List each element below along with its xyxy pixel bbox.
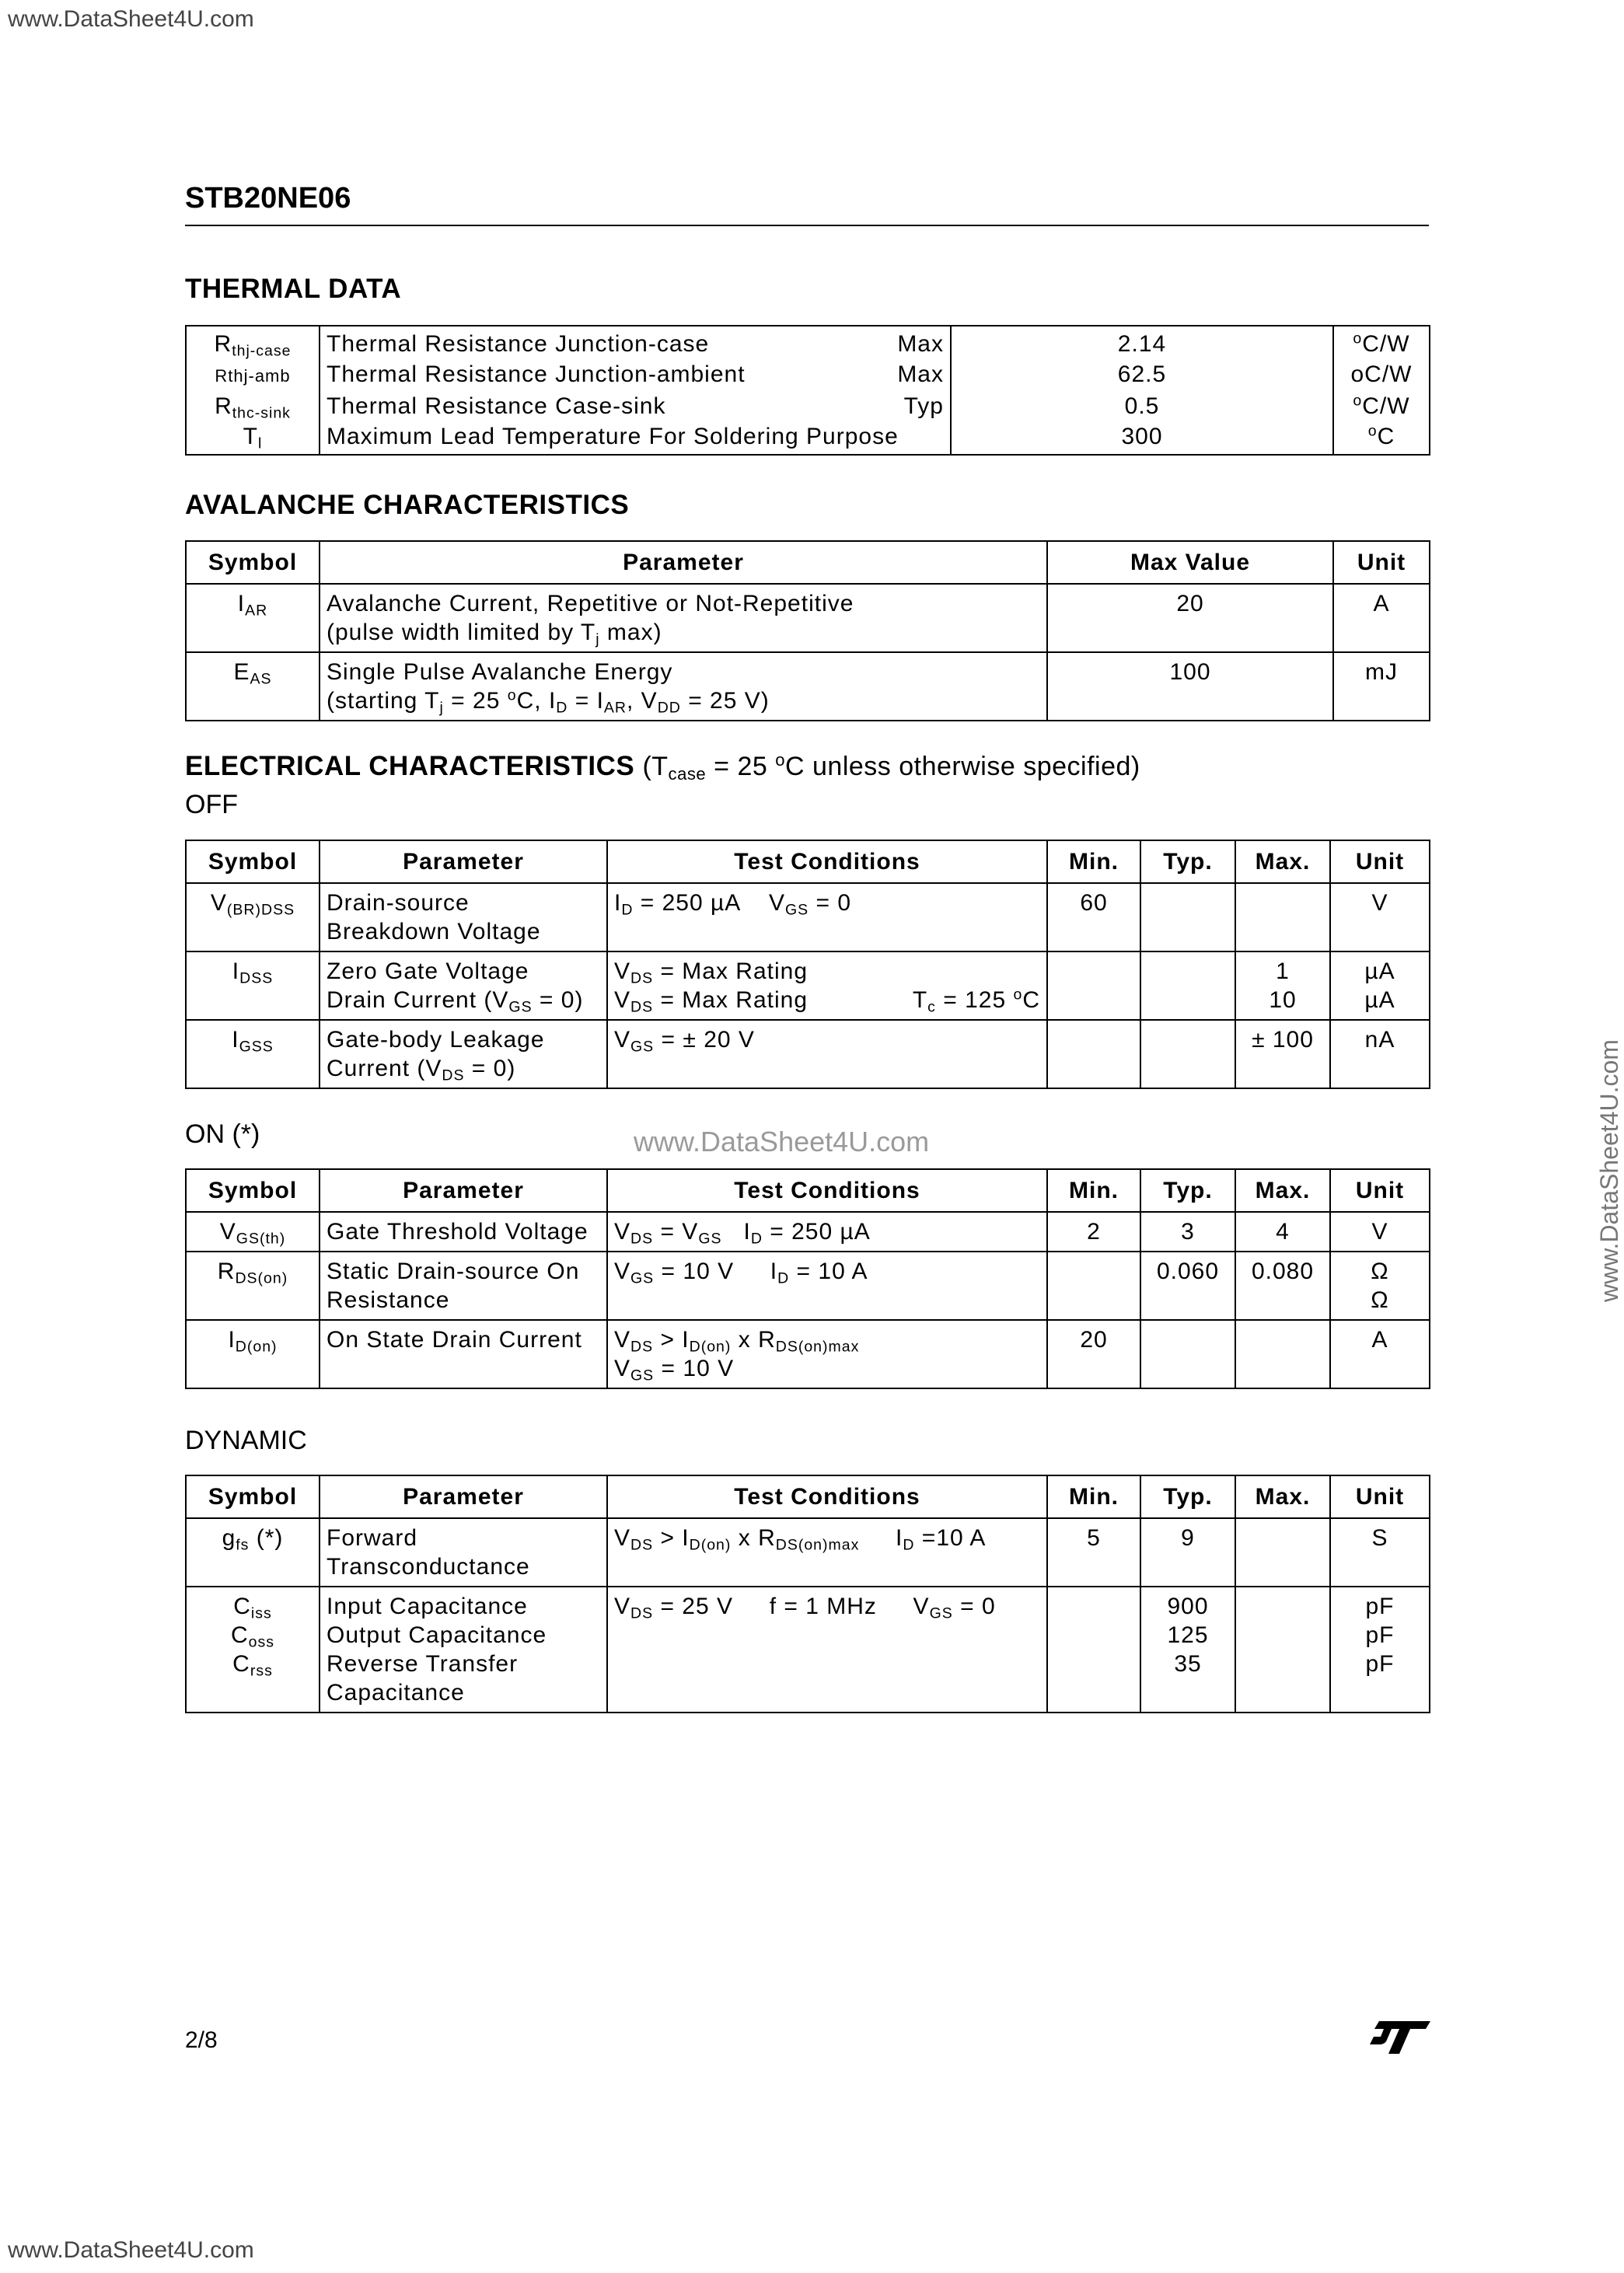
- header-row: [186, 840, 1430, 883]
- col-symbol: Symbol: [186, 1475, 320, 1518]
- test-conditions-cell: $V_{DS} = 25$ V f = 1 MHz $V_{GS} = 0$: [607, 1587, 1047, 1713]
- symbol-cell: $E_{AS}$: [186, 652, 320, 721]
- unit-cell: $^o$C/W: [1333, 390, 1430, 421]
- typ-cell: [1140, 1320, 1235, 1388]
- max-cell: 4: [1235, 1212, 1330, 1252]
- value-cell: 100: [1047, 652, 1333, 721]
- parameter-cell: Input Capacitance Output Capacitance Reverse Transfer Capacitance: [320, 1587, 607, 1713]
- max-cell: [1235, 1518, 1330, 1587]
- st-logo-icon: [1368, 2018, 1432, 2057]
- typ-cell: 900 125 35: [1140, 1587, 1235, 1713]
- col-unit: Unit: [1330, 1475, 1430, 1518]
- dynamic-table: [185, 1475, 1430, 1713]
- col-typ: Typ.: [1140, 840, 1235, 883]
- test-conditions-cell: $V_{DS} = V_{GS}$ $I_D = 250$ µA: [607, 1212, 1047, 1252]
- table-row: [186, 326, 1430, 358]
- typ-cell: 9: [1140, 1518, 1235, 1587]
- col-test-conditions: Test Conditions: [607, 1475, 1047, 1518]
- col-parameter: Parameter: [320, 840, 607, 883]
- table-row: [186, 421, 1430, 455]
- parameter-cell: On State Drain Current: [320, 1320, 607, 1388]
- col-parameter: Parameter: [320, 1475, 607, 1518]
- part-number-title: STB20NE06: [185, 182, 351, 215]
- parameter-cell: Gate Threshold Voltage: [320, 1212, 607, 1252]
- table-row: [186, 390, 1430, 421]
- min-cell: 20: [1047, 1320, 1140, 1388]
- col-unit: Unit: [1330, 840, 1430, 883]
- thermal-data-heading: THERMAL DATA: [185, 274, 402, 304]
- unit-cell: A: [1330, 1320, 1430, 1388]
- symbol-cell: $R_{DS(on)}$: [186, 1252, 320, 1320]
- min-cell: [1047, 1587, 1140, 1713]
- symbol-cell: $R_{thc-sink}$: [186, 390, 320, 421]
- unit-cell: S: [1330, 1518, 1430, 1587]
- symbol-cell: $I_{D(on)}$: [186, 1320, 320, 1388]
- value-cell: 0.5: [951, 390, 1333, 421]
- col-min: Min.: [1047, 1169, 1140, 1212]
- symbol-cell: $I_{GSS}$: [186, 1020, 320, 1088]
- symbol-cell: $R_{thj-case}$: [186, 326, 320, 358]
- unit-cell: Ω Ω: [1330, 1252, 1430, 1320]
- off-heading: OFF: [185, 790, 238, 819]
- col-typ: Typ.: [1140, 1475, 1235, 1518]
- col-test-conditions: Test Conditions: [607, 1169, 1047, 1212]
- symbol-cell: $V_{GS(th)}$: [186, 1212, 320, 1252]
- col-min: Min.: [1047, 840, 1140, 883]
- table-row: [186, 652, 1430, 721]
- min-cell: [1047, 1020, 1140, 1088]
- max-cell: 0.080: [1235, 1252, 1330, 1320]
- col-unit: Unit: [1330, 1169, 1430, 1212]
- value-cell: 2.14: [951, 326, 1333, 358]
- col-symbol: Symbol: [186, 541, 320, 584]
- table-row: [186, 1518, 1430, 1587]
- header-row: [186, 541, 1430, 584]
- parameter-cell: Drain-source Breakdown Voltage: [320, 883, 607, 951]
- parameter-cell: Static Drain-source On Resistance: [320, 1252, 607, 1320]
- parameter-cell: Thermal Resistance Junction-case Max: [320, 326, 951, 358]
- electrical-heading: ELECTRICAL CHARACTERISTICS ($T_{case} = 25$ $^o$C unless otherwise specified): [185, 749, 1140, 784]
- col-unit: Unit: [1333, 541, 1430, 584]
- table-row: [186, 1212, 1430, 1252]
- table-row: [186, 883, 1430, 951]
- min-cell: 2: [1047, 1212, 1140, 1252]
- max-cell: ± 100: [1235, 1020, 1330, 1088]
- symbol-cell: $g_{fs}$ (*): [186, 1518, 320, 1587]
- max-cell: [1235, 1320, 1330, 1388]
- unit-cell: µA µA: [1330, 951, 1430, 1020]
- min-cell: 60: [1047, 883, 1140, 951]
- parameter-cell: Maximum Lead Temperature For Soldering Purpose: [320, 421, 951, 455]
- table-row: [186, 358, 1430, 390]
- col-max: Max.: [1235, 1475, 1330, 1518]
- col-max: Max.: [1235, 840, 1330, 883]
- parameter-cell: Gate-body Leakage Current $(V_{DS} = 0)$: [320, 1020, 607, 1088]
- parameter-cell: Single Pulse Avalanche Energy (starting $T_j = 25$ $^o$C, $I_D = I_{AR}$, $V_{DD} = 25$ V): [320, 652, 1047, 721]
- table-row: [186, 1020, 1430, 1088]
- min-cell: [1047, 1252, 1140, 1320]
- unit-cell: nA: [1330, 1020, 1430, 1088]
- typ-cell: 0.060: [1140, 1252, 1235, 1320]
- header-rule: [185, 225, 1429, 226]
- unit-cell: A: [1333, 584, 1430, 652]
- unit-cell: $^o$C/W: [1333, 326, 1430, 358]
- watermark-bottom: www.DataSheet4U.com: [8, 2237, 254, 2263]
- unit-cell: oC/W: [1333, 358, 1430, 390]
- typ-cell: [1140, 951, 1235, 1020]
- typ-cell: [1140, 1020, 1235, 1088]
- test-conditions-cell: $V_{DS}$ = Max Rating $V_{DS}$ = Max Rating $T_c = 125$ $^o$C: [607, 951, 1047, 1020]
- max-cell: 1 10: [1235, 951, 1330, 1020]
- col-typ: Typ.: [1140, 1169, 1235, 1212]
- table-row: [186, 1320, 1430, 1388]
- parameter-cell: Zero Gate Voltage Drain Current $(V_{GS} = 0)$: [320, 951, 607, 1020]
- electrical-note: ($T_{case} = 25$ $^o$C unless otherwise specified): [642, 749, 1140, 784]
- min-cell: 5: [1047, 1518, 1140, 1587]
- watermark-center: www.DataSheet4U.com: [634, 1126, 930, 1157]
- value-cell: 62.5: [951, 358, 1333, 390]
- typ-cell: 3: [1140, 1212, 1235, 1252]
- table-row: [186, 1252, 1430, 1320]
- value-cell: 20: [1047, 584, 1333, 652]
- col-max: Max.: [1235, 1169, 1330, 1212]
- symbol-cell: $T_l$: [186, 421, 320, 455]
- symbol-cell: $V_{(BR)DSS}$: [186, 883, 320, 951]
- unit-cell: V: [1330, 1212, 1430, 1252]
- parameter-cell: Thermal Resistance Case-sink Typ: [320, 390, 951, 421]
- header-row: [186, 1169, 1430, 1212]
- parameter-cell: Thermal Resistance Junction-ambient Max: [320, 358, 951, 390]
- col-parameter: Parameter: [320, 541, 1047, 584]
- table-row: [186, 1587, 1430, 1713]
- test-conditions-cell: $I_D = 250$ µA $V_{GS} = 0$: [607, 883, 1047, 951]
- max-cell: [1235, 1587, 1330, 1713]
- on-table: [185, 1168, 1430, 1389]
- col-min: Min.: [1047, 1475, 1140, 1518]
- col-max-value: Max Value: [1047, 541, 1333, 584]
- test-conditions-cell: $V_{DS} > I_{D(on)}$ x $R_{DS(on)max}$ $I_D =10$ A: [607, 1518, 1047, 1587]
- symbol-cell: $C_{iss}$ $C_{oss}$ $C_{rss}$: [186, 1587, 320, 1713]
- symbol-cell: Rthj-amb: [186, 358, 320, 390]
- value-cell: 300: [951, 421, 1333, 455]
- col-parameter: Parameter: [320, 1169, 607, 1212]
- test-conditions-cell: $V_{GS} = 10$ V $I_D = 10$ A: [607, 1252, 1047, 1320]
- unit-cell: V: [1330, 883, 1430, 951]
- col-symbol: Symbol: [186, 1169, 320, 1212]
- off-table: [185, 840, 1430, 1089]
- avalanche-heading: AVALANCHE CHARACTERISTICS: [185, 490, 630, 520]
- typ-cell: [1140, 883, 1235, 951]
- on-heading: ON (*): [185, 1119, 260, 1149]
- test-conditions-cell: $V_{DS} > I_{D(on)}$ x $R_{DS(on)max}$ $V_{GS} = 10$ V: [607, 1320, 1047, 1388]
- unit-cell: $^o$C: [1333, 421, 1430, 455]
- thermal-data-table: [185, 325, 1430, 456]
- symbol-cell: $I_{DSS}$: [186, 951, 320, 1020]
- symbol-cell: $I_{AR}$: [186, 584, 320, 652]
- min-cell: [1047, 951, 1140, 1020]
- watermark-top: www.DataSheet4U.com: [8, 6, 254, 32]
- col-symbol: Symbol: [186, 840, 320, 883]
- table-row: [186, 951, 1430, 1020]
- parameter-cell: Avalanche Current, Repetitive or Not-Repetitive (pulse width limited by $T_j$ max): [320, 584, 1047, 652]
- max-cell: [1235, 883, 1330, 951]
- header-row: [186, 1475, 1430, 1518]
- unit-cell: mJ: [1333, 652, 1430, 721]
- table-row: [186, 584, 1430, 652]
- parameter-cell: Forward Transconductance: [320, 1518, 607, 1587]
- dynamic-heading: DYNAMIC: [185, 1426, 307, 1455]
- test-conditions-cell: $V_{GS}$ = ± 20 V: [607, 1020, 1047, 1088]
- unit-cell: pF pF pF: [1330, 1587, 1430, 1713]
- col-test-conditions: Test Conditions: [607, 840, 1047, 883]
- avalanche-table: [185, 540, 1430, 721]
- page-number: 2/8: [185, 2027, 218, 2053]
- watermark-side: www.DataSheet4U.com: [1595, 1039, 1623, 1302]
